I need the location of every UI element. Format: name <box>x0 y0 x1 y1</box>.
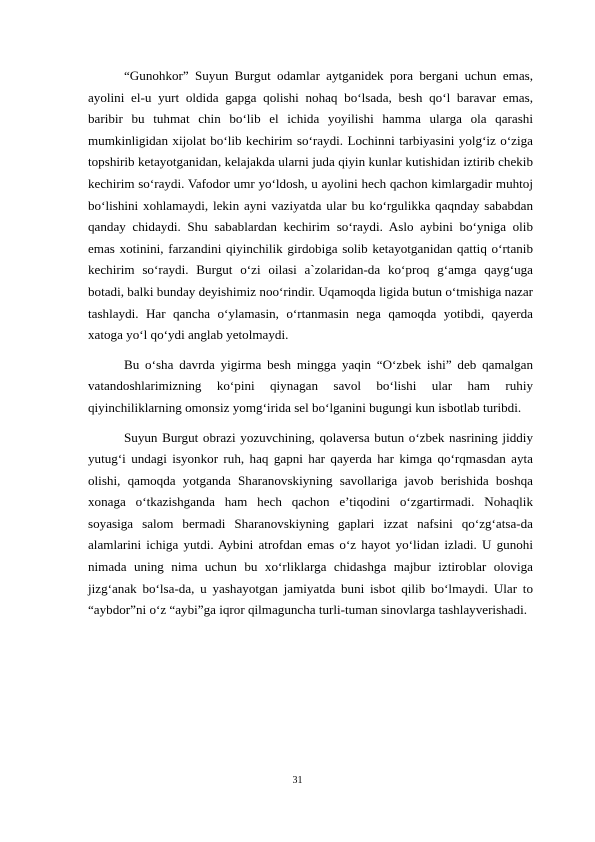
paragraph-2: Bu o‘sha davrda yigirma besh mingga yaqin “O‘zbek ishi” deb qamalgan vatandoshlarimizning ko‘pini qiynagan savol bo‘lishi ular ham ruhiy qiyinchiliklarning omonsiz yomg‘irida sel bo‘lganini bugungi kun isbotlab turibdi. <box>88 356 533 415</box>
page-number: 31 <box>292 775 303 786</box>
body-text <box>88 65 533 629</box>
paragraph-1: “Gunohkor” Suyun Burgut odamlar aytganidek pora bergani uchun emas, ayolini el-u yurt oldida gapga qolishi nohaq bo‘lsada, besh qo‘l baravar emas, baribir bu tuhmat chin bo‘lib el ichida yoyilishi hamma ularga ola qarashi mumkinligidan xijolat bo‘lib kechirim so‘raydi. Lochinni tarbiyasini yolg‘iz o‘ziga topshirib ketayotganidan, kelajakda ularni juda qiyin kunlar kutishidan iztirib chekib kechirim so‘raydi. Vafodor umr yo‘ldosh, u ayolini hech qachon kimlargadir muhtoj bo‘lishini xohlamaydi, lekin ayni vaziyatda ular bu ko‘rgulikka qaqnday sababdan qanday chidaydi. Shu sabablardan kechirim so‘raydi. Aslo aybini bo‘yniga olib emas xotinini, farzandini qiyinchilik girdobiga solib ketayotganidan qattiq o‘rtanib kechirim so‘raydi. Burgut o‘zi oilasi a`zolaridan-da ko‘proq g‘amga qayg‘uga botadi, balki bunday deyishimiz noo‘rindir. Uqamoqda ligida butun o‘tmishiga nazar tashlaydi. Har qancha o‘ylamasin, o‘rtanmasin nega qamoqda yotibdi, qayerda xatoga yo‘l qo‘ydi anglab yetolmaydi. <box>88 68 533 343</box>
paragraph-3: Suyun Burgut obrazi yozuvchining, qolaversa butun o‘zbek nasrining jiddiy yutug‘i undagi isyonkor ruh, haq gapni har qayerda har kimga qo‘rqmasdan ayta olishi, qamoqda yotganda Sharanovskiyning savollariga javob berishida boshqa xonaga o‘tkazishganda ham hech qachon e’tiqodini o‘zgartirmadi. Nohaqlik soyasiga salom bermadi Sharanovskiyning gaplari izzat nafsini qo‘zg‘atsa-da alamlarini ichiga yutdi. Aybini atrofdan emas o‘z hayot yo‘lidan izladi. U gunohi nimada uning nima uchun bu xo‘rliklarga chidashga majbur iztiroblar oloviga jizg‘anak bo‘lsa-da, u yashayotgan jamiyatda buni isbot qilib bo‘lmaydi. Ular to “aybdor”ni o‘z “aybi”ga iqror qilmaguncha turli-tuman sinovlarga tashlayverishadi. <box>88 429 533 618</box>
